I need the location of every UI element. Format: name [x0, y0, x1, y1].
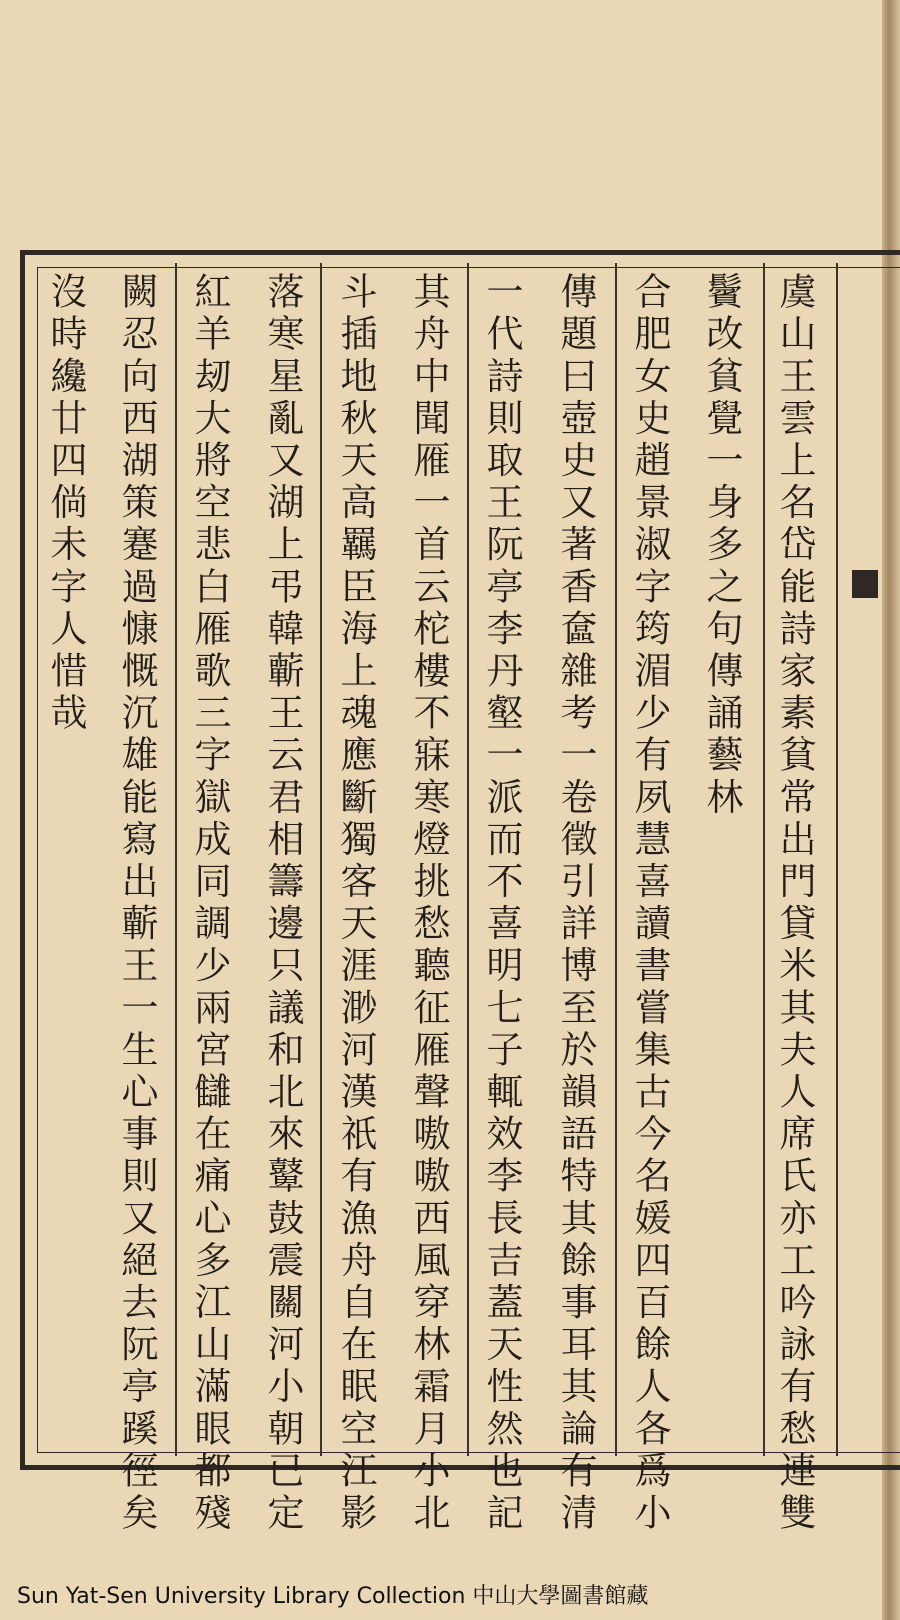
text-column-7: 斗插地秋天高羈臣海上魂應斷獨客天涯渺河漢祇有漁舟自在眠空江影	[334, 272, 377, 1535]
text-column-10: 闕忍向西湖策蹇過慷慨沉雄能寫出蘄王一生心事則又絕去阮亭蹊徑矣	[115, 272, 158, 1535]
column-rule	[467, 263, 469, 1456]
column-rule	[175, 263, 177, 1456]
text-column-11: 沒時纔廿四倘未字人惜哉	[44, 272, 87, 736]
column-rule	[836, 263, 838, 1456]
text-column-2: 鬢改貧覺一身多之句傳誦藝林	[700, 272, 743, 820]
text-column-4: 傳題曰壺史又著香奩雜考一卷徵引詳博至於韻語特其餘事耳其論有清	[554, 272, 597, 1535]
column-rule	[763, 263, 765, 1456]
collection-credit: Sun Yat-Sen University Library Collection 中山大學圖書館藏	[17, 1584, 649, 1609]
text-column-3: 合肥女史趙景淑字筠湄少有夙慧喜讀書嘗集古今名媛四百餘人各爲小	[628, 272, 671, 1535]
text-column-1: 虞山王雲上名岱能詩家素貧常出門貸米其夫人席氏亦工吟詠有愁連雙	[773, 272, 816, 1535]
text-column-6: 其舟中聞雁一首云柁樓不寐寒燈挑愁聽征雁聲嗷嗷西風穿林霜月小北	[407, 272, 450, 1535]
column-rule	[320, 263, 322, 1456]
text-column-5: 一代詩則取王阮亭李丹壑一派而不喜明七子輒效李長吉蓋天性然也記	[480, 272, 523, 1535]
column-rule	[615, 263, 617, 1456]
text-column-9: 紅羊刼大將空悲白雁歌三字獄成同調少兩宮讎在痛心多江山滿眼都殘	[188, 272, 231, 1535]
text-column-8: 落寒星亂又湖上弔韓蘄王云君相籌邊只議和北來鼙鼓震關河小朝已定	[261, 272, 304, 1535]
